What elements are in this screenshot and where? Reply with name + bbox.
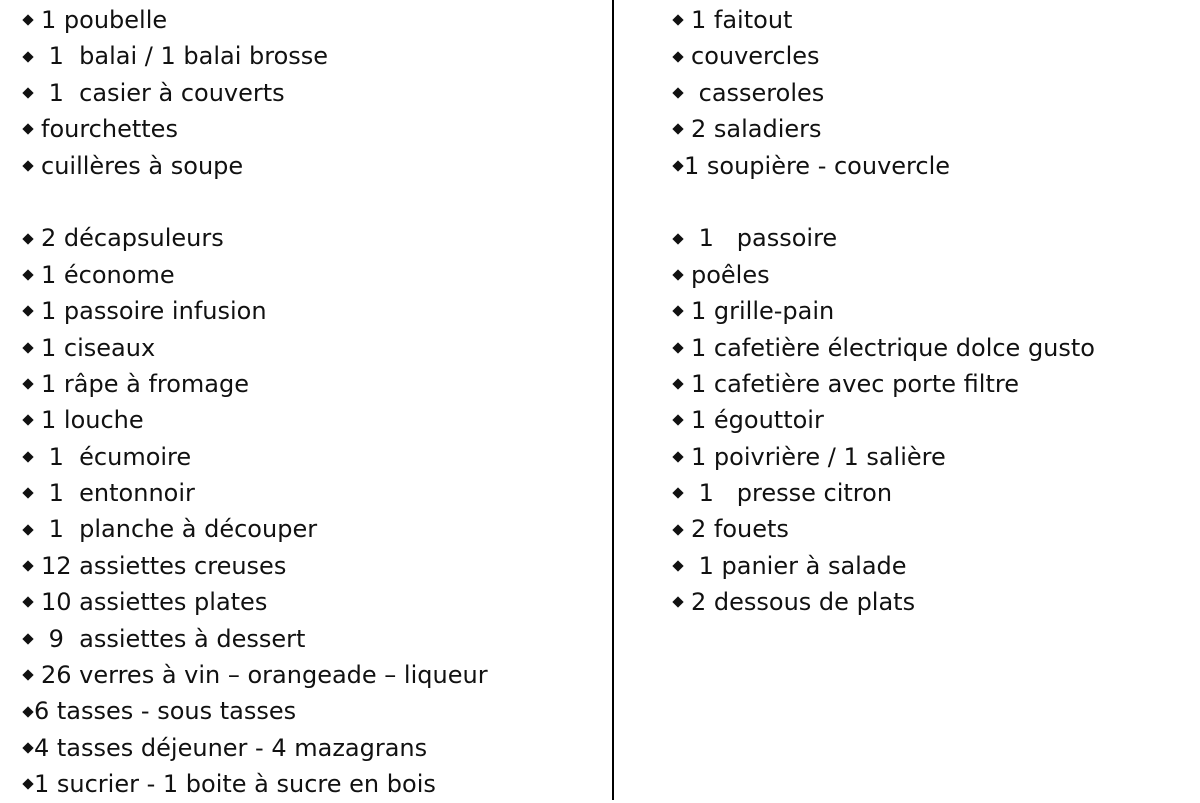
diamond-bullet-icon xyxy=(22,306,33,317)
list-item-label: 26 verres à vin – orangeade – liqueur xyxy=(41,661,488,690)
list-item xyxy=(22,220,602,256)
list-item xyxy=(672,548,1192,584)
diamond-bullet-icon xyxy=(672,306,683,317)
diamond-bullet-icon xyxy=(672,597,683,608)
group-spacer xyxy=(22,184,602,220)
list-item xyxy=(22,38,602,74)
list-item xyxy=(22,75,602,111)
diamond-bullet-icon xyxy=(672,524,683,535)
diamond-bullet-icon xyxy=(672,87,683,98)
list-item xyxy=(672,366,1192,402)
list-item xyxy=(672,584,1192,620)
diamond-bullet-icon xyxy=(22,524,33,535)
list-item xyxy=(22,548,602,584)
diamond-bullet-icon xyxy=(672,415,683,426)
list-item xyxy=(22,693,602,729)
diamond-bullet-icon xyxy=(22,124,33,135)
list-item xyxy=(672,330,1192,366)
list-item xyxy=(672,111,1192,147)
right-column-list xyxy=(672,2,1192,621)
left-column-list xyxy=(22,2,602,803)
list-item-label: 1 ciseaux xyxy=(41,333,156,362)
diamond-bullet-icon xyxy=(672,560,683,571)
list-item xyxy=(22,766,602,802)
list-item-label: 1 balai / 1 balai brosse xyxy=(41,42,329,71)
diamond-bullet-icon xyxy=(22,233,33,244)
list-item-label: 1 faitout xyxy=(691,6,793,34)
list-item-label: 2 décapsuleurs xyxy=(41,224,224,253)
column-divider xyxy=(612,0,614,800)
list-item-label: 2 saladiers xyxy=(691,115,822,144)
list-item-label: 1 poubelle xyxy=(41,6,168,34)
list-item-label: 1 panier à salade xyxy=(691,551,907,580)
diamond-bullet-icon xyxy=(22,488,33,499)
diamond-bullet-icon xyxy=(672,451,683,462)
list-item xyxy=(672,439,1192,475)
list-item-label: 1 planche à découper xyxy=(41,515,318,544)
list-item xyxy=(672,75,1192,111)
list-item-label: 1 économe xyxy=(41,260,175,289)
diamond-bullet-icon xyxy=(672,342,683,353)
list-item xyxy=(672,511,1192,547)
diamond-bullet-icon xyxy=(22,342,33,353)
list-item-label: 1 écumoire xyxy=(41,442,192,471)
diamond-bullet-icon xyxy=(22,51,33,62)
diamond-bullet-icon xyxy=(672,233,683,244)
diamond-bullet-icon xyxy=(22,560,33,571)
list-item xyxy=(22,148,602,184)
diamond-bullet-icon xyxy=(672,488,683,499)
list-item xyxy=(22,330,602,366)
list-item xyxy=(672,402,1192,438)
diamond-bullet-icon xyxy=(22,706,33,717)
list-item-label: 1 poivrière / 1 salière xyxy=(691,442,946,471)
diamond-bullet-icon xyxy=(672,160,683,171)
list-item-label: 1 égouttoir xyxy=(691,406,824,435)
list-item xyxy=(22,2,602,38)
diamond-bullet-icon xyxy=(22,269,33,280)
list-item-label: couvercles xyxy=(691,42,820,71)
list-item xyxy=(22,366,602,402)
diamond-bullet-icon xyxy=(22,160,33,171)
list-item-label: 1 cafetière électrique dolce gusto xyxy=(691,333,1095,362)
list-item xyxy=(672,38,1192,74)
diamond-bullet-icon xyxy=(22,670,33,681)
list-item-label: 2 fouets xyxy=(691,515,789,544)
diamond-bullet-icon xyxy=(22,415,33,426)
list-item-label: 1 passoire infusion xyxy=(41,297,267,326)
list-item xyxy=(672,475,1192,511)
diamond-bullet-icon xyxy=(22,15,33,26)
list-item xyxy=(22,584,602,620)
list-item-label: 2 dessous de plats xyxy=(691,588,916,617)
list-item xyxy=(672,293,1192,329)
list-item-label: poêles xyxy=(691,260,770,289)
list-item-label: 9 assiettes à dessert xyxy=(41,624,306,653)
diamond-bullet-icon xyxy=(22,378,33,389)
diamond-bullet-icon xyxy=(22,633,33,644)
list-item xyxy=(672,257,1192,293)
list-item-label: 10 assiettes plates xyxy=(41,588,268,617)
list-item xyxy=(22,439,602,475)
list-item xyxy=(22,293,602,329)
group-spacer xyxy=(672,184,1192,220)
list-item-label: 1 presse citron xyxy=(691,479,893,508)
diamond-bullet-icon xyxy=(22,742,33,753)
list-item xyxy=(22,621,602,657)
diamond-bullet-icon xyxy=(22,597,33,608)
list-item-label: 1 passoire xyxy=(691,224,838,253)
list-item-label: 1 râpe à fromage xyxy=(41,369,249,398)
list-item-label: 1 cafetière avec porte filtre xyxy=(691,369,1019,398)
list-item-label: 12 assiettes creuses xyxy=(41,551,287,580)
list-item xyxy=(22,475,602,511)
list-item xyxy=(22,111,602,147)
list-item xyxy=(22,402,602,438)
diamond-bullet-icon xyxy=(672,51,683,62)
list-item-label: 1 soupière - couvercle xyxy=(684,151,951,180)
diamond-bullet-icon xyxy=(22,779,33,790)
diamond-bullet-icon xyxy=(672,124,683,135)
list-item xyxy=(22,730,602,766)
list-item-label: cuillères à soupe xyxy=(41,151,244,180)
list-item-label: 4 tasses déjeuner - 4 mazagrans xyxy=(34,733,428,762)
list-item xyxy=(22,511,602,547)
list-item-label: 1 grille-pain xyxy=(691,297,835,326)
list-item-label: fourchettes xyxy=(41,115,178,144)
diamond-bullet-icon xyxy=(22,87,33,98)
list-item-label: 6 tasses - sous tasses xyxy=(34,697,297,726)
list-item xyxy=(672,148,1192,184)
list-item xyxy=(672,2,1192,38)
diamond-bullet-icon xyxy=(672,378,683,389)
diamond-bullet-icon xyxy=(672,15,683,26)
list-item-label: 1 sucrier - 1 boite à sucre en bois xyxy=(34,770,436,799)
list-item xyxy=(672,220,1192,256)
diamond-bullet-icon xyxy=(672,269,683,280)
diamond-bullet-icon xyxy=(22,451,33,462)
list-item xyxy=(22,657,602,693)
list-item-label: casseroles xyxy=(691,78,825,107)
list-item-label: 1 entonnoir xyxy=(41,479,195,508)
list-item xyxy=(22,257,602,293)
list-item-label: 1 casier à couverts xyxy=(41,78,285,107)
list-item-label: 1 louche xyxy=(41,406,144,435)
